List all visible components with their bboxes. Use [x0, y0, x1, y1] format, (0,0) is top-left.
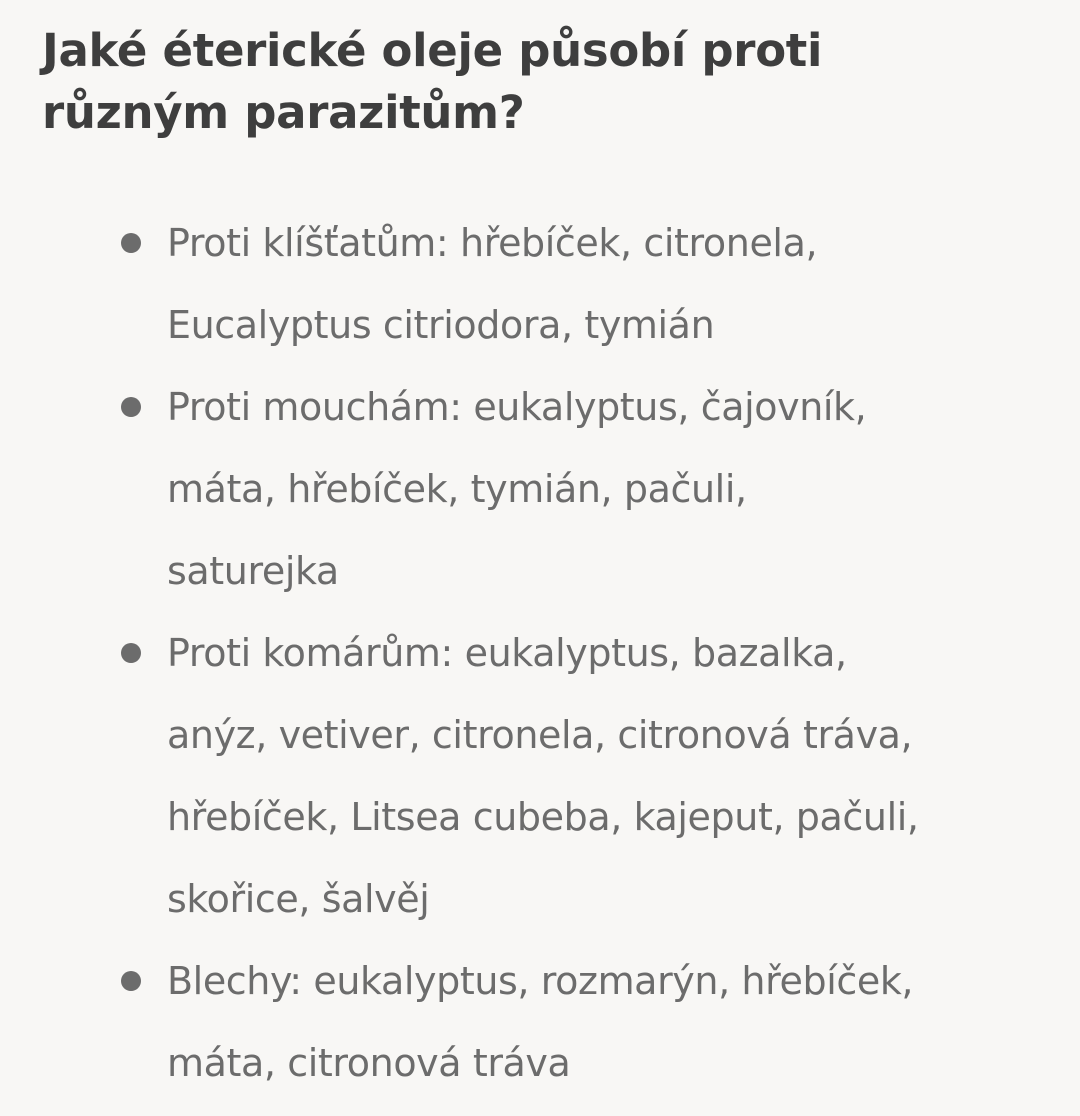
list-item-text: Proti komárům: eukalyptus, bazalka,: [167, 631, 847, 675]
list-item-text: Blechy: eukalyptus, rozmarýn, hřebíček,: [167, 959, 914, 1003]
list-item-text: saturejka: [167, 549, 339, 593]
list-item-flies: [0, 366, 1080, 612]
bullet-icon: [121, 233, 141, 253]
list-item-text: máta, hřebíček, tymián, pačuli,: [167, 467, 747, 511]
list-item-text: skořice, šalvěj: [167, 877, 430, 921]
bullet-icon: [121, 643, 141, 663]
page-title-line-1: Jaké éterické oleje působí proti: [42, 24, 823, 77]
bullet-icon: [121, 397, 141, 417]
page-title: [42, 20, 1042, 144]
list-item-text: hřebíček, Litsea cubeba, kajeput, pačuli,: [167, 795, 919, 839]
list-item-text: Eucalyptus citriodora, tymián: [167, 303, 715, 347]
parasite-oils-list: [0, 202, 1080, 1104]
list-item-fleas: [0, 940, 1080, 1104]
list-item-text: anýz, vetiver, citronela, citronová tráva,: [167, 713, 913, 757]
list-item-text: Proti klíšťatům: hřebíček, citronela,: [167, 221, 818, 265]
list-item-ticks: [0, 202, 1080, 366]
list-item-mosquitoes: [0, 612, 1080, 940]
page-title-line-2: různým parazitům?: [42, 86, 525, 139]
list-item-text: Proti mouchám: eukalyptus, čajovník,: [167, 385, 867, 429]
list-item-text: máta, citronová tráva: [167, 1041, 571, 1085]
bullet-icon: [121, 971, 141, 991]
